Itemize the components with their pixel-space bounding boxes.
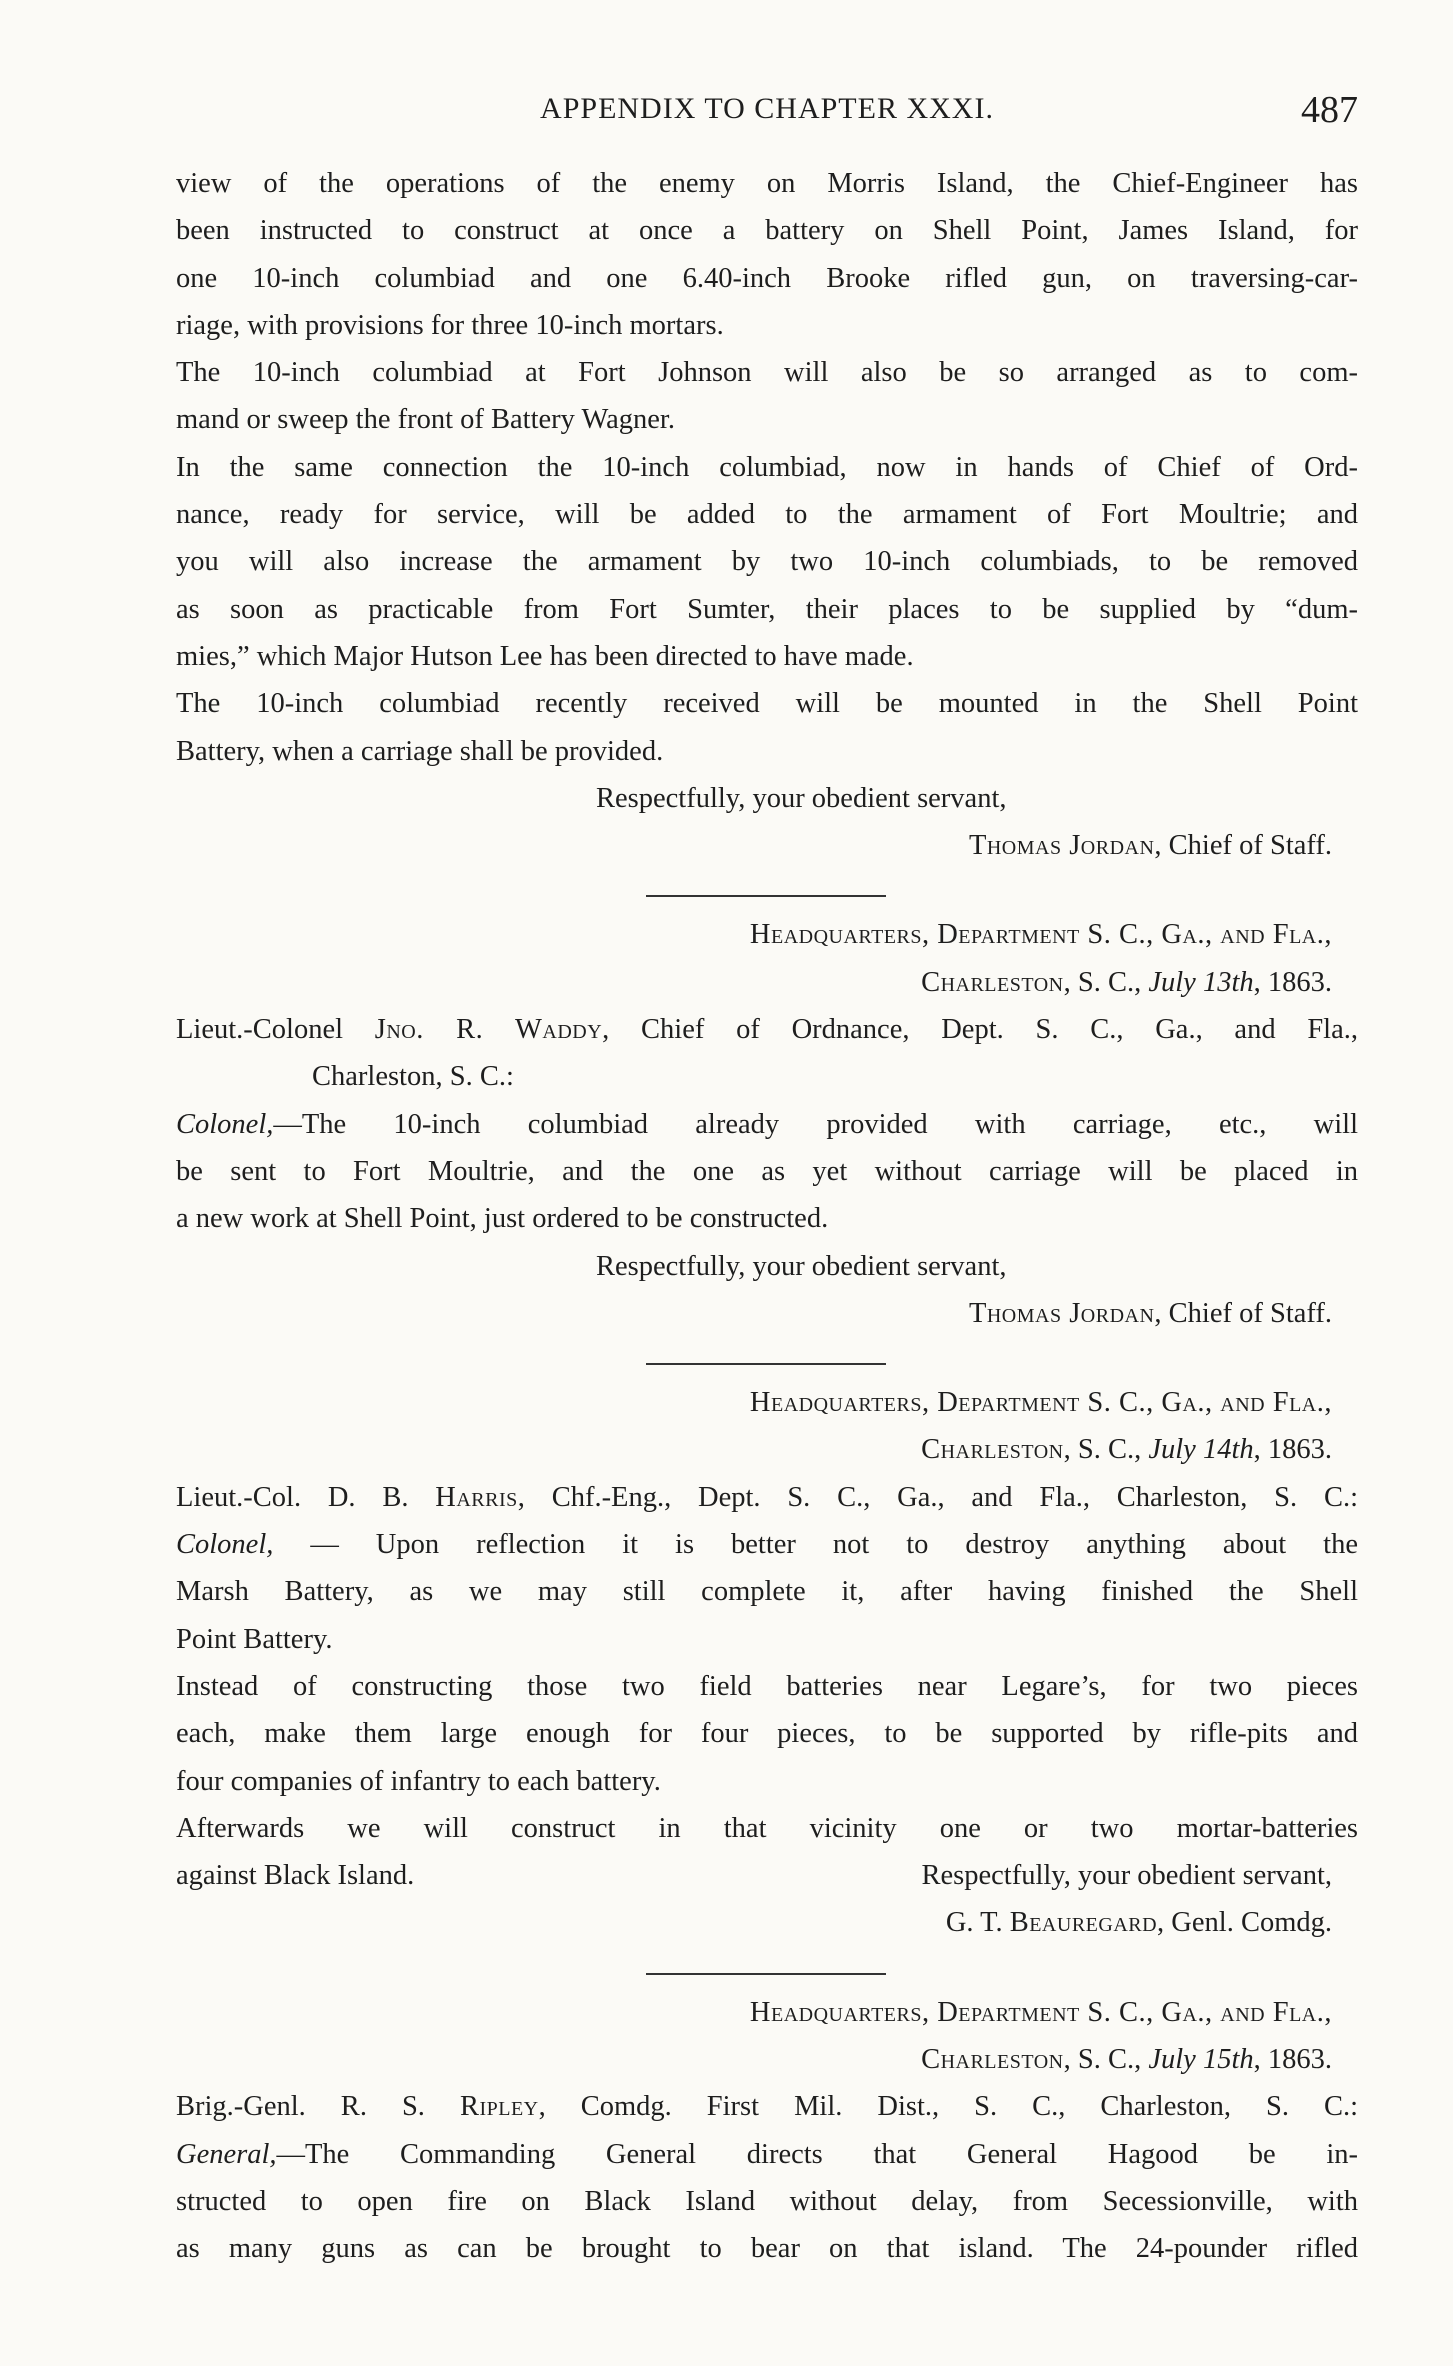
text-line: be sent to Fort Moultrie, and the one as yet without carriage will be placed in	[176, 1155, 1358, 1187]
letter-heading: Headquarters, Department S. C., Ga., and Fla.,	[749, 1387, 1332, 1419]
text-line: structed to open fire on Black Island without delay, from Secessionville, with	[176, 2185, 1358, 2217]
text-line	[176, 1101, 1358, 1148]
page-header	[176, 88, 1358, 138]
section-divider	[176, 1947, 1358, 1989]
text-span: —The Commanding General directs that General Hagood be in-	[276, 2138, 1358, 2170]
dateline-place: Charleston	[921, 1434, 1064, 1466]
dateline-place: Charleston	[921, 966, 1064, 998]
text-line: The 10-inch columbiad at Fort Johnson will also be so arranged as to com-	[176, 357, 1358, 389]
dateline-date: July 15th	[1148, 2043, 1254, 2075]
text-line: Marsh Battery, as we may still complete it, after having finished the Shell	[176, 1576, 1358, 1608]
text-line: riage, with provisions for three 10-inch mortars.	[176, 309, 724, 341]
dateline-state: , S. C.,	[1063, 1434, 1149, 1466]
addressee-rank: Brig.-Genl. R. S.	[176, 2091, 460, 2123]
text-line: you will also increase the armament by two 10-inch columbiads, to be removed	[176, 546, 1358, 578]
addressee	[176, 1474, 1358, 1521]
complimentary-close: Respectfully, your obedient servant,	[596, 782, 1007, 814]
letter-dateline	[176, 2036, 1358, 2083]
text-line	[176, 1521, 1358, 1568]
text-span: —The 10-inch columbiad already provided with carriage, etc., will	[273, 1108, 1358, 1140]
section-divider	[176, 1337, 1358, 1379]
addressee-title: , Comdg. First Mil. Dist., S. C., Charleston, S. C.:	[538, 2091, 1359, 2123]
text-line: view of the operations of the enemy on Morris Island, the Chief-Engineer has	[176, 168, 1358, 199]
text-span: — Upon reflection it is better not to destroy anything about the	[273, 1529, 1358, 1561]
letter-dateline	[176, 959, 1358, 1006]
signature	[176, 1290, 1358, 1337]
addressee-title: , Chf.-Eng., Dept. S. C., Ga., and Fla., Charleston, S. C.:	[517, 1481, 1359, 1513]
salutation: Colonel,	[176, 1108, 274, 1140]
addressee-rank: Lieut.-Col. D. B.	[176, 1481, 436, 1513]
text-line: Point Battery.	[176, 1623, 333, 1655]
dateline-place: Charleston	[921, 2043, 1064, 2075]
addressee-name: Ripley	[459, 2091, 539, 2123]
complimentary-close: Respectfully, your obedient servant,	[921, 1860, 1332, 1892]
text-line: as soon as practicable from Fort Sumter, their places to be supplied by “dum-	[176, 593, 1358, 625]
signature	[176, 1899, 1358, 1946]
signer-name: Beauregard	[1009, 1907, 1158, 1939]
text-line	[176, 1852, 1358, 1899]
body-text	[176, 160, 1358, 2272]
signer-title: , Chief of Staff.	[1154, 830, 1332, 862]
addressee-title: , Chief of Ordnance, Dept. S. C., Ga., and Fla.,	[602, 1014, 1358, 1046]
addressee	[176, 2083, 1358, 2130]
text-line: one 10-inch columbiad and one 6.40-inch Brooke rifled gun, on traversing-car-	[176, 262, 1358, 294]
letter-july-15	[176, 1989, 1358, 2273]
text-line: In the same connection the 10-inch columbiad, now in hands of Chief of Ord-	[176, 451, 1358, 483]
letter-july-14	[176, 1379, 1358, 1947]
section-divider	[176, 869, 1358, 911]
letter-heading: Headquarters, Department S. C., Ga., and Fla.,	[749, 1996, 1332, 2028]
addressee-rank: Lieut.-Colonel	[176, 1014, 375, 1046]
text-line: The 10-inch columbiad recently received will be mounted in the Shell Point	[176, 688, 1358, 720]
dateline-date: July 14th	[1148, 1434, 1254, 1466]
dateline-state: , S. C.,	[1063, 2043, 1149, 2075]
signer-title: , Genl. Comdg.	[1157, 1907, 1332, 1939]
letter-dateline	[176, 1426, 1358, 1473]
text-line: each, make them large enough for four pieces, to be supported by rifle-pits and	[176, 1718, 1358, 1750]
addressee-name: Harris	[435, 1481, 518, 1513]
salutation: Colonel,	[176, 1529, 274, 1561]
text-line: Afterwards we will construct in that vicinity one or two mortar-batteries	[176, 1812, 1358, 1844]
letter-continued	[176, 160, 1358, 869]
signer-initials: G. T.	[945, 1907, 1010, 1939]
dateline-year: , 1863.	[1253, 1434, 1332, 1466]
text-line: as many guns as can be brought to bear on that island. The 24-pounder rifled	[176, 2233, 1358, 2265]
text-line: four companies of infantry to each battery.	[176, 1765, 661, 1797]
text-line	[176, 2131, 1358, 2178]
dateline-date: July 13th	[1148, 966, 1254, 998]
text-line: Battery, when a carriage shall be provided.	[176, 735, 664, 767]
salutation: General,	[176, 2138, 277, 2170]
dateline-year: , 1863.	[1253, 966, 1332, 998]
letter-heading: Headquarters, Department S. C., Ga., and Fla.,	[749, 919, 1332, 951]
page-number: 487	[1301, 89, 1358, 131]
text-line: mand or sweep the front of Battery Wagner.	[176, 404, 675, 436]
addressee-location: Charleston, S. C.:	[312, 1061, 514, 1093]
dateline-year: , 1863.	[1253, 2043, 1332, 2075]
text-line: nance, ready for service, will be added to the armament of Fort Moultrie; and	[176, 499, 1358, 531]
signer-title: , Chief of Staff.	[1154, 1297, 1332, 1329]
addressee-name: Jno. R. Waddy	[374, 1014, 603, 1046]
dateline-state: , S. C.,	[1063, 966, 1149, 998]
signer-name: Thomas Jordan	[968, 830, 1155, 862]
signer-name: Thomas Jordan	[968, 1297, 1155, 1329]
addressee	[176, 1006, 1358, 1053]
text-line: Instead of constructing those two field batteries near Legare’s, for two pieces	[176, 1670, 1358, 1702]
text-span: against Black Island.	[176, 1860, 415, 1892]
text-line: a new work at Shell Point, just ordered to be constructed.	[176, 1203, 829, 1235]
letter-july-13	[176, 911, 1358, 1337]
running-head: APPENDIX TO CHAPTER XXXI.	[540, 92, 994, 125]
text-line: been instructed to construct at once a battery on Shell Point, James Island, for	[176, 215, 1358, 247]
complimentary-close: Respectfully, your obedient servant,	[596, 1250, 1007, 1282]
text-line: mies,” which Major Hutson Lee has been directed to have made.	[176, 640, 914, 672]
signature	[176, 822, 1358, 869]
